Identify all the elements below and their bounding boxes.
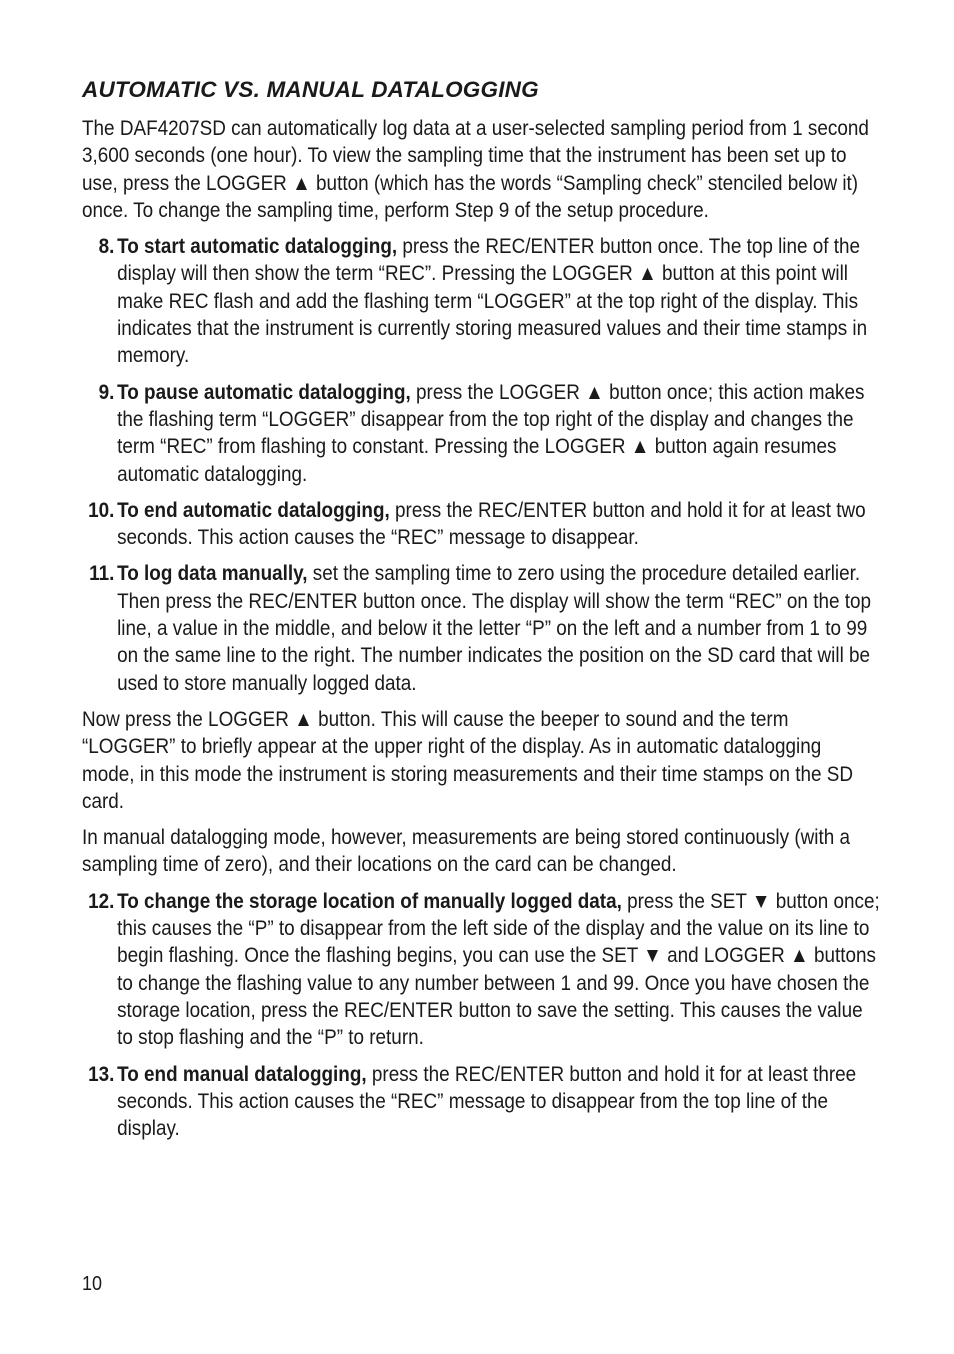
step-number: 12. xyxy=(88,889,115,913)
step-text: press the REC/ENTER button once. The top line of the display will then show the term “REC”. Pressing the LOGGER ▲ button at this point will make REC flash and add the flashing term “LOGGER” at the top right of the display. This indicates that the instrument is currently storing measured values and their time stamps in memory. xyxy=(117,235,868,368)
step-lead: To pause automatic datalogging, xyxy=(117,380,411,404)
step-9 xyxy=(82,379,882,488)
step-10 xyxy=(82,497,882,552)
step-number: 10. xyxy=(88,498,115,522)
step-text: press the REC/ENTER button and hold it for at least three seconds. This action causes the “REC” message to disappear from the top line of the display. xyxy=(117,1062,857,1141)
step-number: 11. xyxy=(89,562,115,586)
logger-paragraph: Now press the LOGGER ▲ button. This will cause the beeper to sound and the term “LOGGER” to briefly appear at the upper right of the display. As in automatic datalogging mode, in this mode the instrument is storing measurements and their time stamps on the SD card. xyxy=(82,707,854,813)
page-number: 10 xyxy=(82,1273,103,1295)
step-text: press the REC/ENTER button and hold it for at least two seconds. This action causes the “REC” message to disappear. xyxy=(117,498,866,550)
section-heading: AUTOMATIC VS. MANUAL DATALOGGING xyxy=(82,77,539,102)
step-number: 9. xyxy=(98,380,115,404)
step-lead: To start automatic datalogging, xyxy=(117,235,398,259)
step-12 xyxy=(82,888,882,1052)
step-text: press the SET ▼ button once; this causes the “P” to disappear from the left side of the display and the value on its line to begin flashing. Once the flashing begins, you can use the SET ▼ and LOGGER ▲ buttons to change the flashing value to any number between 1 and 99. Once you have chosen the storage location, press the REC/ENTER button to save the setting. This causes the value to stop flashing and the “P” to return. xyxy=(117,889,880,1050)
manual-mode-paragraph: In manual datalogging mode, however, measurements are being stored continuously (with a sampling time of zero), and their locations on the card can be changed. xyxy=(82,826,851,877)
step-8 xyxy=(82,233,882,369)
step-lead: To end manual datalogging, xyxy=(117,1062,367,1086)
step-11 xyxy=(82,560,882,696)
intro-paragraph: The DAF4207SD can automatically log data at a user-selected sampling period from 1 second 3,600 seconds (one hour). To view the sampling time that the instrument has been set up to use, press the LOGGER ▲ button (which has the words “Sampling check” stenciled below it) once. To change the sampling time, perform Step 9 of the setup procedure. xyxy=(82,117,869,222)
step-number: 8. xyxy=(98,235,115,259)
step-text: press the LOGGER ▲ button once; this action makes the flashing term “LOGGER” disappear from the top right of the display and changes the term “REC” from flashing to constant. Pressing the LOGGER ▲ button again resumes automatic datalogging. xyxy=(117,380,865,486)
step-lead: To end automatic datalogging, xyxy=(117,498,390,522)
step-number: 13. xyxy=(88,1062,115,1086)
step-lead: To change the storage location of manually logged data, xyxy=(117,889,622,913)
step-lead: To log data manually, xyxy=(117,562,308,586)
step-text: set the sampling time to zero using the procedure detailed earlier. Then press the REC/ENTER button once. The display will show the term “REC” on the top line, a value in the middle, and below it the letter “P” on the left and a number from 1 to 99 on the same line to the right. The number indicates the position on the SD card that will be used to store manually logged data. xyxy=(117,562,871,695)
document-page xyxy=(82,74,882,1151)
step-13 xyxy=(82,1061,882,1143)
